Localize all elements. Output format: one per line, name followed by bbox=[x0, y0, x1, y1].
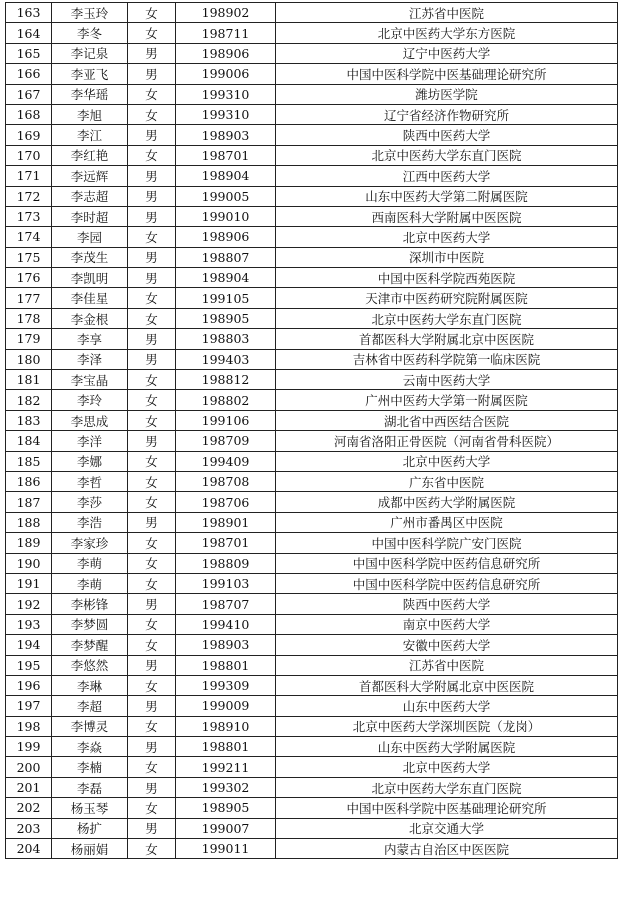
birth-date-cell: 198905 bbox=[176, 798, 276, 818]
gender-cell: 女 bbox=[128, 839, 176, 859]
birth-date-cell: 199211 bbox=[176, 757, 276, 777]
work-unit-cell: 北京中医药大学深圳医院（龙岗） bbox=[276, 716, 618, 736]
birth-date-cell: 198906 bbox=[176, 43, 276, 63]
person-name-cell: 李玲 bbox=[52, 390, 128, 410]
row-number-cell: 172 bbox=[6, 186, 52, 206]
work-unit-cell: 内蒙古自治区中医医院 bbox=[276, 839, 618, 859]
work-unit-cell: 北京中医药大学 bbox=[276, 757, 618, 777]
birth-date-cell: 198801 bbox=[176, 737, 276, 757]
birth-date-cell: 198711 bbox=[176, 23, 276, 43]
table-row bbox=[6, 777, 618, 797]
person-name-cell: 李梦醒 bbox=[52, 635, 128, 655]
table-row bbox=[6, 696, 618, 716]
row-number-cell: 182 bbox=[6, 390, 52, 410]
table-row bbox=[6, 64, 618, 84]
birth-date-cell: 198803 bbox=[176, 329, 276, 349]
gender-cell: 男 bbox=[128, 186, 176, 206]
work-unit-cell: 山东中医药大学 bbox=[276, 696, 618, 716]
row-number-cell: 186 bbox=[6, 471, 52, 491]
work-unit-cell: 天津市中医药研究院附属医院 bbox=[276, 288, 618, 308]
birth-date-cell: 199105 bbox=[176, 288, 276, 308]
row-number-cell: 178 bbox=[6, 308, 52, 328]
gender-cell: 女 bbox=[128, 471, 176, 491]
birth-date-cell: 199010 bbox=[176, 206, 276, 226]
work-unit-cell: 河南省洛阳正骨医院（河南省骨科医院） bbox=[276, 431, 618, 451]
person-name-cell: 李洋 bbox=[52, 431, 128, 451]
person-name-cell: 杨玉琴 bbox=[52, 798, 128, 818]
birth-date-cell: 198905 bbox=[176, 308, 276, 328]
gender-cell: 女 bbox=[128, 23, 176, 43]
person-name-cell: 李华瑶 bbox=[52, 84, 128, 104]
birth-date-cell: 199007 bbox=[176, 818, 276, 838]
row-number-cell: 167 bbox=[6, 84, 52, 104]
table-row bbox=[6, 818, 618, 838]
row-number-cell: 196 bbox=[6, 675, 52, 695]
work-unit-cell: 中国中医科学院中医基础理论研究所 bbox=[276, 798, 618, 818]
person-name-cell: 李旭 bbox=[52, 104, 128, 124]
work-unit-cell: 首都医科大学附属北京中医医院 bbox=[276, 329, 618, 349]
birth-date-cell: 199309 bbox=[176, 675, 276, 695]
row-number-cell: 190 bbox=[6, 553, 52, 573]
table-row bbox=[6, 431, 618, 451]
row-number-cell: 202 bbox=[6, 798, 52, 818]
person-name-cell: 李远辉 bbox=[52, 166, 128, 186]
gender-cell: 女 bbox=[128, 308, 176, 328]
work-unit-cell: 山东中医药大学附属医院 bbox=[276, 737, 618, 757]
row-number-cell: 176 bbox=[6, 268, 52, 288]
row-number-cell: 180 bbox=[6, 349, 52, 369]
birth-date-cell: 198701 bbox=[176, 533, 276, 553]
gender-cell: 男 bbox=[128, 594, 176, 614]
person-name-cell: 李宝晶 bbox=[52, 370, 128, 390]
table-row bbox=[6, 206, 618, 226]
work-unit-cell: 中国中医科学院中医药信息研究所 bbox=[276, 573, 618, 593]
person-name-cell: 李凯明 bbox=[52, 268, 128, 288]
person-name-cell: 李红艳 bbox=[52, 145, 128, 165]
gender-cell: 男 bbox=[128, 818, 176, 838]
birth-date-cell: 198708 bbox=[176, 471, 276, 491]
row-number-cell: 164 bbox=[6, 23, 52, 43]
person-name-cell: 李浩 bbox=[52, 512, 128, 532]
gender-cell: 女 bbox=[128, 614, 176, 634]
work-unit-cell: 湖北省中西医结合医院 bbox=[276, 410, 618, 430]
gender-cell: 男 bbox=[128, 777, 176, 797]
person-name-cell: 李泽 bbox=[52, 349, 128, 369]
gender-cell: 女 bbox=[128, 798, 176, 818]
birth-date-cell: 198903 bbox=[176, 125, 276, 145]
birth-date-cell: 198809 bbox=[176, 553, 276, 573]
person-name-cell: 李志超 bbox=[52, 186, 128, 206]
work-unit-cell: 北京中医药大学 bbox=[276, 451, 618, 471]
birth-date-cell: 198807 bbox=[176, 247, 276, 267]
row-number-cell: 169 bbox=[6, 125, 52, 145]
gender-cell: 男 bbox=[128, 431, 176, 451]
gender-cell: 女 bbox=[128, 757, 176, 777]
work-unit-cell: 云南中医药大学 bbox=[276, 370, 618, 390]
gender-cell: 女 bbox=[128, 145, 176, 165]
work-unit-cell: 北京中医药大学东直门医院 bbox=[276, 308, 618, 328]
gender-cell: 男 bbox=[128, 125, 176, 145]
row-number-cell: 171 bbox=[6, 166, 52, 186]
table-row bbox=[6, 23, 618, 43]
row-number-cell: 193 bbox=[6, 614, 52, 634]
person-name-cell: 李萌 bbox=[52, 573, 128, 593]
gender-cell: 女 bbox=[128, 635, 176, 655]
birth-date-cell: 199410 bbox=[176, 614, 276, 634]
table-row bbox=[6, 288, 618, 308]
birth-date-cell: 199409 bbox=[176, 451, 276, 471]
birth-date-cell: 199011 bbox=[176, 839, 276, 859]
gender-cell: 男 bbox=[128, 349, 176, 369]
person-name-cell: 李梦圆 bbox=[52, 614, 128, 634]
person-name-cell: 李玉玲 bbox=[52, 3, 128, 23]
table-row bbox=[6, 716, 618, 736]
work-unit-cell: 吉林省中医药科学院第一临床医院 bbox=[276, 349, 618, 369]
birth-date-cell: 199106 bbox=[176, 410, 276, 430]
row-number-cell: 198 bbox=[6, 716, 52, 736]
table-row bbox=[6, 614, 618, 634]
person-name-cell: 李茂生 bbox=[52, 247, 128, 267]
gender-cell: 女 bbox=[128, 104, 176, 124]
birth-date-cell: 198802 bbox=[176, 390, 276, 410]
birth-date-cell: 198904 bbox=[176, 268, 276, 288]
birth-date-cell: 198801 bbox=[176, 655, 276, 675]
person-name-cell: 李金根 bbox=[52, 308, 128, 328]
birth-date-cell: 198904 bbox=[176, 166, 276, 186]
table-row bbox=[6, 573, 618, 593]
birth-date-cell: 199302 bbox=[176, 777, 276, 797]
birth-date-cell: 199403 bbox=[176, 349, 276, 369]
work-unit-cell: 成都中医药大学附属医院 bbox=[276, 492, 618, 512]
gender-cell: 男 bbox=[128, 696, 176, 716]
table-row bbox=[6, 145, 618, 165]
row-number-cell: 188 bbox=[6, 512, 52, 532]
work-unit-cell: 中国中医科学院西苑医院 bbox=[276, 268, 618, 288]
work-unit-cell: 北京中医药大学东方医院 bbox=[276, 23, 618, 43]
row-number-cell: 181 bbox=[6, 370, 52, 390]
gender-cell: 男 bbox=[128, 166, 176, 186]
table-row bbox=[6, 757, 618, 777]
table-row bbox=[6, 308, 618, 328]
gender-cell: 女 bbox=[128, 573, 176, 593]
roster-table bbox=[5, 2, 618, 859]
row-number-cell: 184 bbox=[6, 431, 52, 451]
work-unit-cell: 陕西中医药大学 bbox=[276, 594, 618, 614]
work-unit-cell: 安徽中医药大学 bbox=[276, 635, 618, 655]
row-number-cell: 203 bbox=[6, 818, 52, 838]
work-unit-cell: 广东省中医院 bbox=[276, 471, 618, 491]
table-row bbox=[6, 471, 618, 491]
table-row bbox=[6, 329, 618, 349]
gender-cell: 女 bbox=[128, 390, 176, 410]
table-row bbox=[6, 492, 618, 512]
birth-date-cell: 198701 bbox=[176, 145, 276, 165]
person-name-cell: 李娜 bbox=[52, 451, 128, 471]
person-name-cell: 李园 bbox=[52, 227, 128, 247]
table-row bbox=[6, 737, 618, 757]
row-number-cell: 166 bbox=[6, 64, 52, 84]
table-row bbox=[6, 84, 618, 104]
work-unit-cell: 中国中医科学院广安门医院 bbox=[276, 533, 618, 553]
gender-cell: 男 bbox=[128, 512, 176, 532]
row-number-cell: 175 bbox=[6, 247, 52, 267]
work-unit-cell: 辽宁中医药大学 bbox=[276, 43, 618, 63]
table-row bbox=[6, 451, 618, 471]
person-name-cell: 李彬锋 bbox=[52, 594, 128, 614]
birth-date-cell: 198906 bbox=[176, 227, 276, 247]
birth-date-cell: 199006 bbox=[176, 64, 276, 84]
gender-cell: 男 bbox=[128, 737, 176, 757]
table-row bbox=[6, 675, 618, 695]
table-row bbox=[6, 390, 618, 410]
table-row bbox=[6, 227, 618, 247]
gender-cell: 女 bbox=[128, 533, 176, 553]
person-name-cell: 李记泉 bbox=[52, 43, 128, 63]
person-name-cell: 李亚飞 bbox=[52, 64, 128, 84]
person-name-cell: 李享 bbox=[52, 329, 128, 349]
gender-cell: 女 bbox=[128, 451, 176, 471]
person-name-cell: 李哲 bbox=[52, 471, 128, 491]
birth-date-cell: 198902 bbox=[176, 3, 276, 23]
row-number-cell: 174 bbox=[6, 227, 52, 247]
table-row bbox=[6, 839, 618, 859]
birth-date-cell: 199005 bbox=[176, 186, 276, 206]
work-unit-cell: 广州市番禺区中医院 bbox=[276, 512, 618, 532]
work-unit-cell: 南京中医药大学 bbox=[276, 614, 618, 634]
person-name-cell: 李佳星 bbox=[52, 288, 128, 308]
table-row bbox=[6, 594, 618, 614]
gender-cell: 女 bbox=[128, 553, 176, 573]
gender-cell: 男 bbox=[128, 64, 176, 84]
person-name-cell: 杨扩 bbox=[52, 818, 128, 838]
table-row bbox=[6, 125, 618, 145]
person-name-cell: 李时超 bbox=[52, 206, 128, 226]
row-number-cell: 195 bbox=[6, 655, 52, 675]
row-number-cell: 200 bbox=[6, 757, 52, 777]
table-row bbox=[6, 43, 618, 63]
gender-cell: 女 bbox=[128, 492, 176, 512]
row-number-cell: 197 bbox=[6, 696, 52, 716]
row-number-cell: 204 bbox=[6, 839, 52, 859]
person-name-cell: 李楠 bbox=[52, 757, 128, 777]
birth-date-cell: 198901 bbox=[176, 512, 276, 532]
person-name-cell: 李超 bbox=[52, 696, 128, 716]
gender-cell: 男 bbox=[128, 329, 176, 349]
row-number-cell: 194 bbox=[6, 635, 52, 655]
work-unit-cell: 广州中医药大学第一附属医院 bbox=[276, 390, 618, 410]
person-name-cell: 李萌 bbox=[52, 553, 128, 573]
birth-date-cell: 198910 bbox=[176, 716, 276, 736]
work-unit-cell: 西南医科大学附属中医医院 bbox=[276, 206, 618, 226]
birth-date-cell: 198812 bbox=[176, 370, 276, 390]
person-name-cell: 李博灵 bbox=[52, 716, 128, 736]
gender-cell: 男 bbox=[128, 247, 176, 267]
person-name-cell: 李江 bbox=[52, 125, 128, 145]
gender-cell: 男 bbox=[128, 268, 176, 288]
row-number-cell: 189 bbox=[6, 533, 52, 553]
work-unit-cell: 北京中医药大学东直门医院 bbox=[276, 145, 618, 165]
row-number-cell: 185 bbox=[6, 451, 52, 471]
person-name-cell: 李磊 bbox=[52, 777, 128, 797]
work-unit-cell: 北京中医药大学 bbox=[276, 227, 618, 247]
person-name-cell: 李冬 bbox=[52, 23, 128, 43]
birth-date-cell: 199310 bbox=[176, 104, 276, 124]
table-row bbox=[6, 349, 618, 369]
birth-date-cell: 198709 bbox=[176, 431, 276, 451]
row-number-cell: 201 bbox=[6, 777, 52, 797]
table-row bbox=[6, 655, 618, 675]
gender-cell: 女 bbox=[128, 227, 176, 247]
row-number-cell: 179 bbox=[6, 329, 52, 349]
table-row bbox=[6, 268, 618, 288]
birth-date-cell: 199103 bbox=[176, 573, 276, 593]
gender-cell: 女 bbox=[128, 675, 176, 695]
table-row bbox=[6, 104, 618, 124]
work-unit-cell: 陕西中医药大学 bbox=[276, 125, 618, 145]
birth-date-cell: 198706 bbox=[176, 492, 276, 512]
work-unit-cell: 中国中医科学院中医药信息研究所 bbox=[276, 553, 618, 573]
row-number-cell: 173 bbox=[6, 206, 52, 226]
table-row bbox=[6, 798, 618, 818]
row-number-cell: 187 bbox=[6, 492, 52, 512]
work-unit-cell: 潍坊医学院 bbox=[276, 84, 618, 104]
row-number-cell: 183 bbox=[6, 410, 52, 430]
table-row bbox=[6, 553, 618, 573]
work-unit-cell: 江苏省中医院 bbox=[276, 3, 618, 23]
work-unit-cell: 山东中医药大学第二附属医院 bbox=[276, 186, 618, 206]
gender-cell: 女 bbox=[128, 84, 176, 104]
gender-cell: 男 bbox=[128, 206, 176, 226]
birth-date-cell: 198707 bbox=[176, 594, 276, 614]
person-name-cell: 李思成 bbox=[52, 410, 128, 430]
person-name-cell: 李悠然 bbox=[52, 655, 128, 675]
table-row bbox=[6, 533, 618, 553]
person-name-cell: 李家珍 bbox=[52, 533, 128, 553]
gender-cell: 女 bbox=[128, 410, 176, 430]
birth-date-cell: 198903 bbox=[176, 635, 276, 655]
work-unit-cell: 深圳市中医院 bbox=[276, 247, 618, 267]
table-row bbox=[6, 512, 618, 532]
person-name-cell: 李莎 bbox=[52, 492, 128, 512]
table-row bbox=[6, 166, 618, 186]
table-row bbox=[6, 186, 618, 206]
row-number-cell: 170 bbox=[6, 145, 52, 165]
birth-date-cell: 199310 bbox=[176, 84, 276, 104]
row-number-cell: 192 bbox=[6, 594, 52, 614]
work-unit-cell: 首都医科大学附属北京中医医院 bbox=[276, 675, 618, 695]
gender-cell: 男 bbox=[128, 43, 176, 63]
table-row bbox=[6, 247, 618, 267]
work-unit-cell: 北京中医药大学东直门医院 bbox=[276, 777, 618, 797]
row-number-cell: 199 bbox=[6, 737, 52, 757]
gender-cell: 女 bbox=[128, 288, 176, 308]
row-number-cell: 177 bbox=[6, 288, 52, 308]
birth-date-cell: 199009 bbox=[176, 696, 276, 716]
person-name-cell: 杨丽娟 bbox=[52, 839, 128, 859]
work-unit-cell: 中国中医科学院中医基础理论研究所 bbox=[276, 64, 618, 84]
person-name-cell: 李琳 bbox=[52, 675, 128, 695]
gender-cell: 女 bbox=[128, 716, 176, 736]
work-unit-cell: 辽宁省经济作物研究所 bbox=[276, 104, 618, 124]
gender-cell: 女 bbox=[128, 3, 176, 23]
gender-cell: 男 bbox=[128, 655, 176, 675]
row-number-cell: 191 bbox=[6, 573, 52, 593]
work-unit-cell: 北京交通大学 bbox=[276, 818, 618, 838]
work-unit-cell: 江西中医药大学 bbox=[276, 166, 618, 186]
work-unit-cell: 江苏省中医院 bbox=[276, 655, 618, 675]
row-number-cell: 165 bbox=[6, 43, 52, 63]
table-row bbox=[6, 410, 618, 430]
person-name-cell: 李焱 bbox=[52, 737, 128, 757]
table-row bbox=[6, 3, 618, 23]
row-number-cell: 163 bbox=[6, 3, 52, 23]
gender-cell: 女 bbox=[128, 370, 176, 390]
table-row bbox=[6, 370, 618, 390]
roster-body bbox=[6, 3, 618, 859]
table-row bbox=[6, 635, 618, 655]
row-number-cell: 168 bbox=[6, 104, 52, 124]
